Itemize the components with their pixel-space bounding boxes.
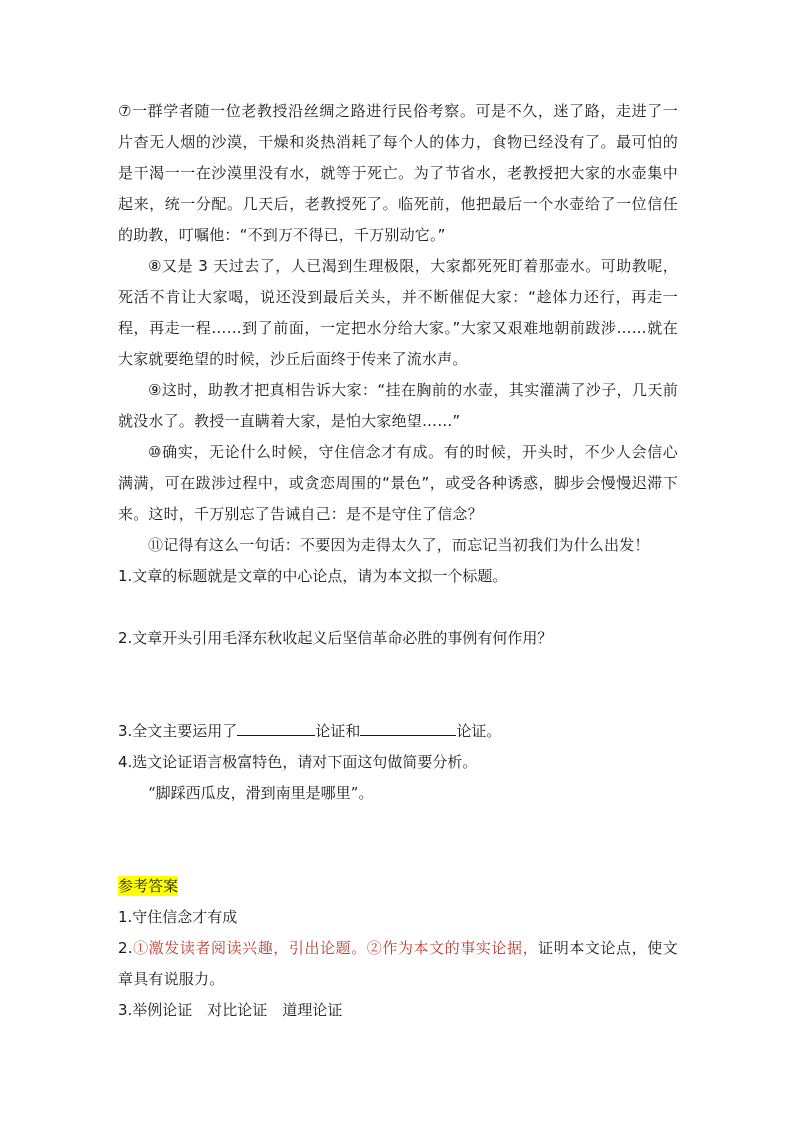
question-3-suffix: 论证。 — [456, 722, 502, 740]
spacer — [118, 809, 678, 871]
question-3-middle: 论证和 — [315, 722, 361, 740]
answer-2-red-text: ①激发读者阅读兴趣，引出论题。②作为本文的事实论据， — [132, 939, 539, 957]
document-content — [118, 96, 678, 1026]
answer-3: 3.举例论证 对比论证 道理论证 — [118, 1001, 343, 1019]
question-2: 2.文章开头引用毛泽东秋收起义后坚信革命必胜的事例有何作用？ — [118, 629, 553, 647]
question-4: 4.选文论证语言极富特色，请对下面这句做简要分析。 — [118, 753, 478, 771]
paragraph-7: ⑦一群学者随一位老教授沿丝绸之路进行民俗考察。可是不久，迷了路，走进了一片杳无人烟的沙漠，干燥和炎热消耗了每个人的体力，食物已经没有了。最可怕的是干渴一一在沙漠里没有水，就等于死亡。为了节省水，老教授把大家的水壶集中起来，统一分配。几天后，老教授死了。临死前，他把最后一个水壶给了一位信任的助教，叮嘱他：“不到万不得已，千万别动它。” — [118, 102, 678, 244]
answer-space-1 — [118, 592, 678, 623]
answer-1: 1.守住信念才有成 — [118, 908, 238, 926]
paragraph-11: ⑪记得有这么一句话：不要因为走得太久了，而忘记当初我们为什么出发！ — [148, 536, 650, 554]
paragraph-10: ⑩确实，无论什么时候，守住信念才有成。有的时候，开头时，不少人会信心满满，可在跋涉过程中，或贪恋周围的“景色”，或受各种诱惑，脚步会慢慢迟滞下来。这时，千万别忘了告诫自己：是不是守住了信念？ — [118, 443, 678, 523]
answer-2-number: 2. — [118, 939, 133, 957]
answer-space-2 — [118, 654, 678, 716]
question-1: 1.文章的标题就是文章的中心论点，请为本文拟一个标题。 — [118, 567, 508, 585]
question-3 — [118, 716, 678, 747]
answer-2 — [118, 933, 678, 995]
answers-heading: 参考答案 — [118, 877, 179, 895]
fill-blank-2[interactable] — [360, 717, 456, 736]
question-3-prefix: 3.全文主要运用了 — [118, 722, 238, 740]
paragraph-8: ⑧又是 3 天过去了，人已渴到生理极限，大家都死死盯着那壶水。可助教呢，死活不肯让大家喝，说还没到最后关头，并不断催促大家：“趁体力还行，再走一程，再走一程……到了前面，一定把水分给大家。”大家又艰难地朝前跋涉……就在大家就要绝望的时候，沙丘后面终于传来了流水声。 — [118, 257, 678, 368]
answer-2-text: 证明本文论点，使文章具有说服力。 — [118, 939, 678, 988]
answers-heading-line — [118, 871, 678, 902]
fill-blank-1[interactable] — [237, 717, 315, 736]
quoted-sentence: “脚踩西瓜皮，滑到南里是哪里”。 — [148, 784, 374, 802]
paragraph-9: ⑨这时，助教才把真相告诉大家：“挂在胸前的水壶，其实灌满了沙子，几天前就没水了。教授一直瞒着大家，是怕大家绝望……” — [118, 381, 678, 430]
